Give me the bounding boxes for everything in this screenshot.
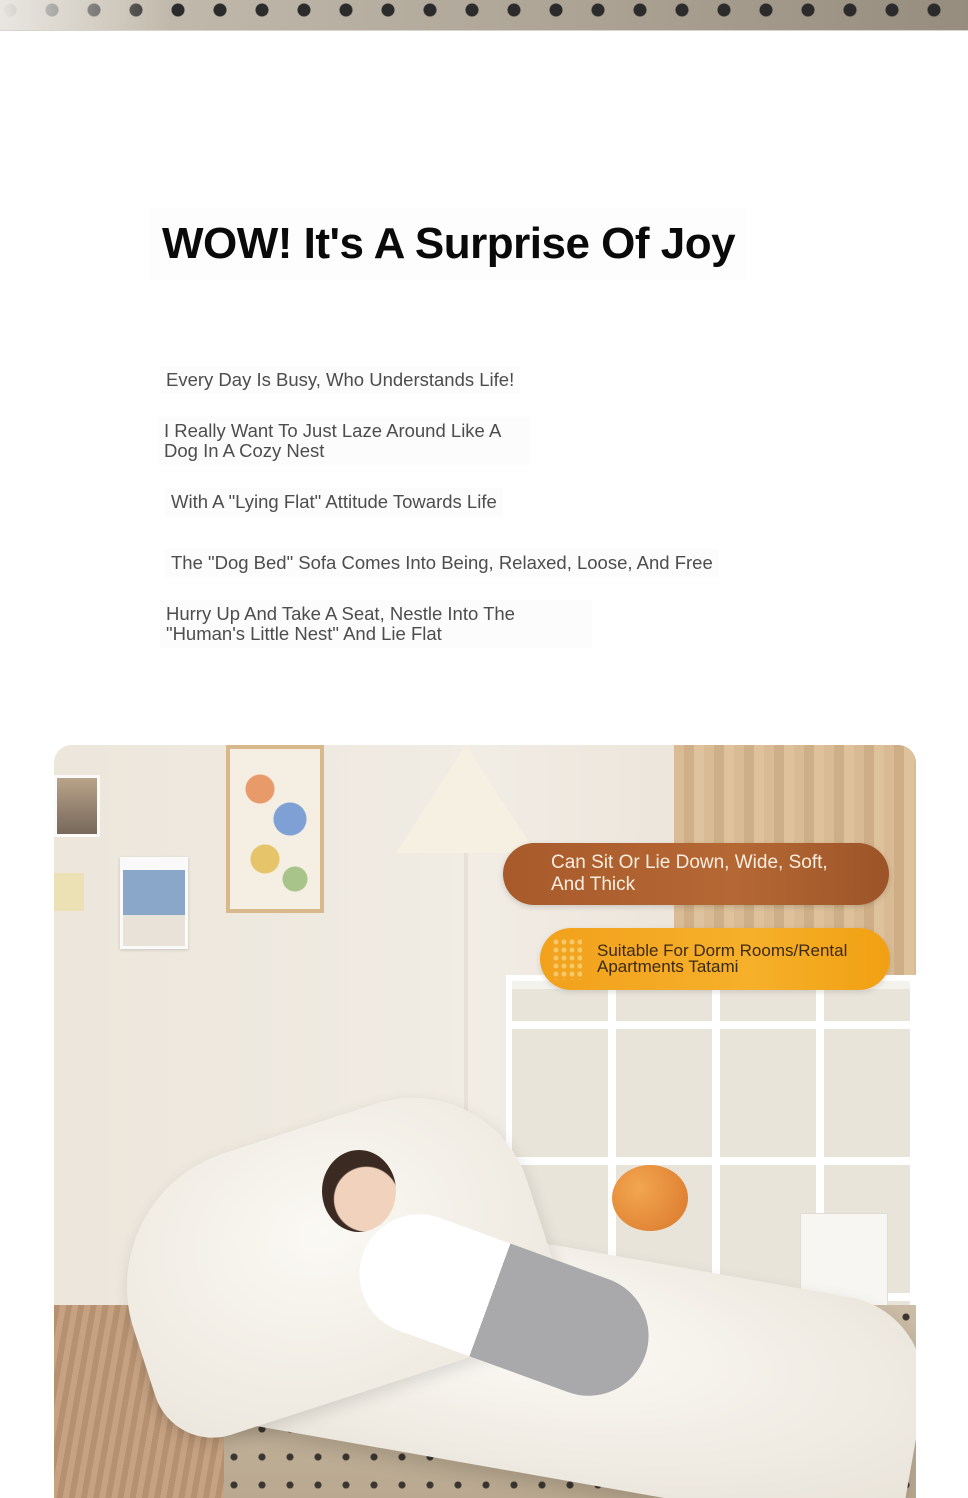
photo-highlight — [0, 0, 170, 30]
story-line-2: I Really Want To Just Laze Around Like A Dog In A Cozy Nest — [158, 417, 530, 465]
wall-photo — [120, 857, 188, 949]
story-line-3: With A "Lying Flat" Attitude Towards Life — [165, 488, 503, 516]
feature-badge-suitable-spaces — [540, 928, 890, 990]
dotted-pattern-icon — [552, 938, 582, 980]
person-head — [322, 1150, 396, 1232]
story-line-5: Hurry Up And Take A Seat, Nestle Into The "Human's Little Nest" And Lie Flat — [160, 600, 592, 648]
story-line-4: The "Dog Bed" Sofa Comes Into Being, Relaxed, Loose, And Free — [165, 549, 719, 577]
feature-badge-sit-or-lie-text: Can Sit Or Lie Down, Wide, Soft, And Thick — [551, 852, 828, 895]
wall-photo-small — [54, 775, 100, 837]
page-headline: WOW! It's A Surprise Of Joy — [150, 208, 747, 280]
previous-product-photo-edge — [0, 0, 968, 31]
floor-lamp-shade — [396, 745, 536, 853]
wall-card — [54, 873, 84, 911]
feature-badge-suitable-spaces-text: Suitable For Dorm Rooms/Rental Apartments Tatami — [597, 941, 848, 976]
feature-badge-sit-or-lie — [503, 843, 889, 905]
flower-poster — [226, 745, 324, 913]
story-line-1: Every Day Is Busy, Who Understands Life! — [160, 366, 520, 394]
pumpkin-decor — [612, 1165, 688, 1231]
